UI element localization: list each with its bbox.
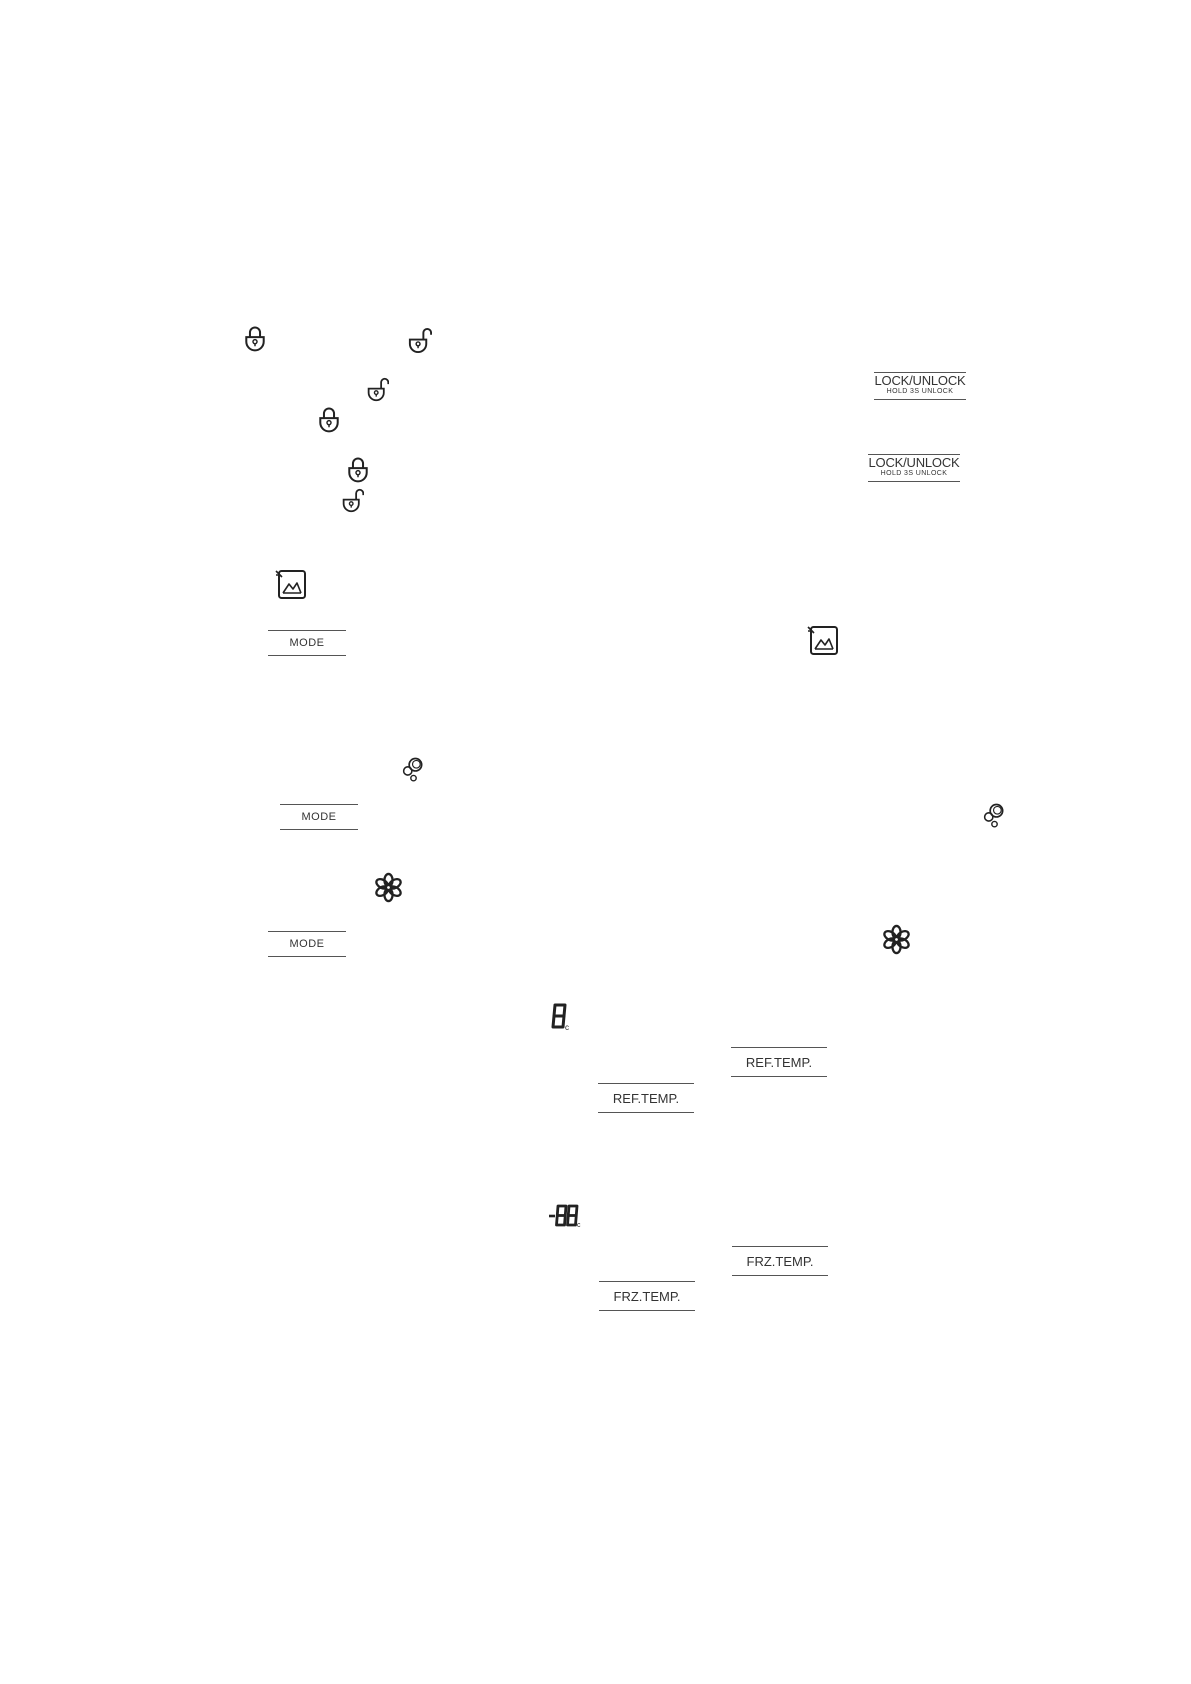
mode-button-label: MODE (289, 938, 325, 950)
ref-temp-button[interactable] (598, 1083, 694, 1113)
lock-unlock-button[interactable] (874, 372, 966, 400)
lock-icon (318, 405, 340, 433)
ref-temp-label: REF.TEMP. (612, 1091, 680, 1106)
mode-button[interactable] (268, 630, 346, 656)
lock-icon (347, 455, 369, 483)
frz-temp-button[interactable] (732, 1246, 828, 1276)
flower-icon (881, 924, 912, 955)
unlock-icon (367, 377, 389, 402)
lock-unlock-sublabel: HOLD 3S UNLOCK (886, 388, 954, 395)
mode-display-icon (807, 624, 839, 656)
single-digit-display-icon (550, 1002, 572, 1032)
lock-icon (244, 324, 266, 352)
lock-unlock-label: LOCK/UNLOCK (874, 373, 966, 388)
lock-unlock-button[interactable] (868, 454, 960, 482)
double-digit-display-icon (548, 1203, 582, 1229)
mode-button[interactable] (268, 931, 346, 957)
unlock-icon (342, 488, 364, 513)
lock-unlock-sublabel: HOLD 3S UNLOCK (880, 470, 948, 477)
ref-temp-label: REF.TEMP. (745, 1055, 813, 1070)
bubble-icon (402, 757, 425, 782)
mode-button[interactable] (280, 804, 358, 830)
flower-icon (373, 872, 404, 903)
mode-button-label: MODE (301, 811, 337, 823)
lock-unlock-label: LOCK/UNLOCK (868, 455, 960, 470)
mode-button-label: MODE (289, 637, 325, 649)
frz-temp-button[interactable] (599, 1281, 695, 1311)
ref-temp-button[interactable] (731, 1047, 827, 1077)
unlock-icon (408, 327, 432, 354)
frz-temp-label: FRZ.TEMP. (613, 1289, 681, 1304)
bubble-icon (983, 803, 1006, 828)
frz-temp-label: FRZ.TEMP. (746, 1254, 814, 1269)
mode-display-icon (275, 568, 307, 600)
